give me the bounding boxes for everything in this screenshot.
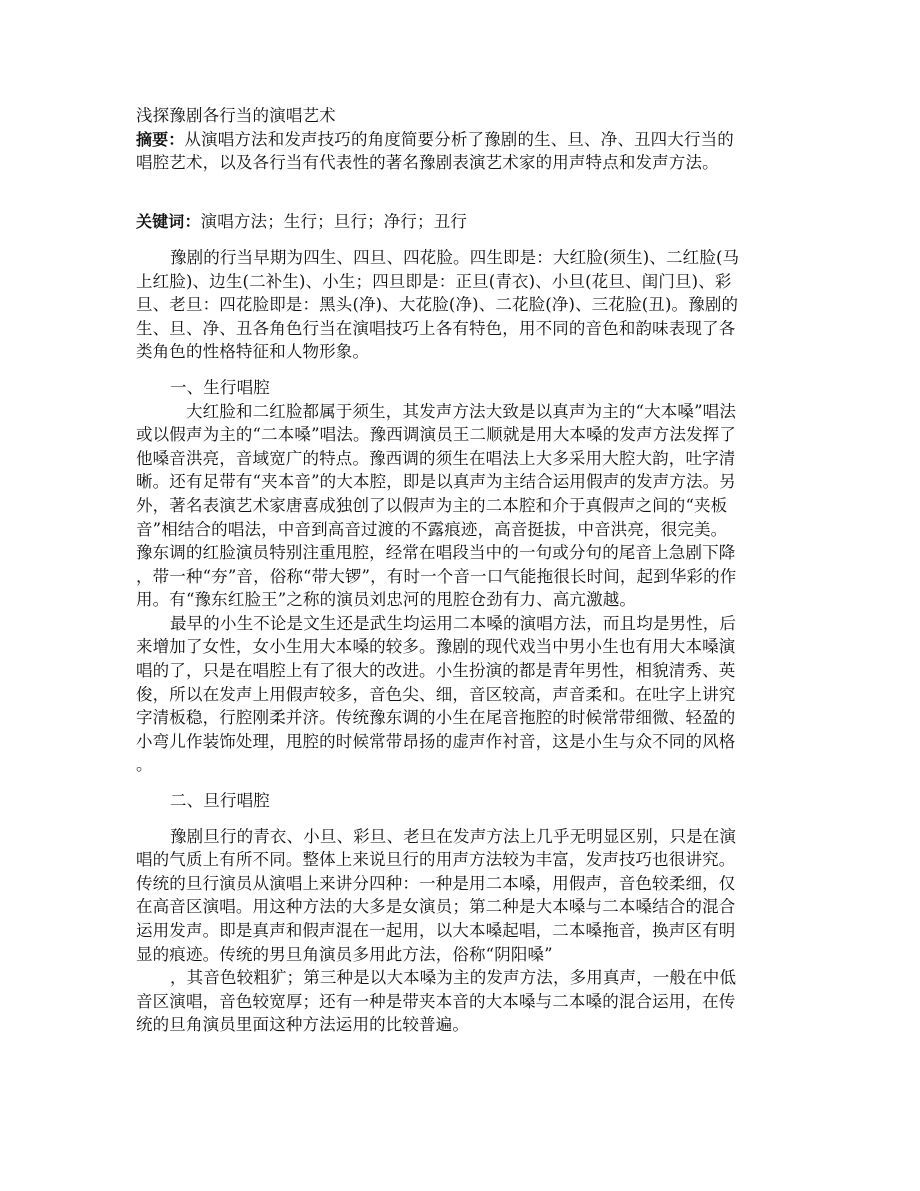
- paragraph-line: 字清板稳，行腔刚柔并济。传统豫东调的小生在尾音拖腔的时候常带细微、轻盈的: [136, 708, 736, 728]
- paragraph-line: 唱的气质上有所不同。整体上来说旦行的用声方法较为丰富，发声技巧也很讲究。: [136, 850, 736, 870]
- keywords-line: [136, 210, 784, 234]
- paragraph-line: 。: [136, 755, 153, 775]
- paragraph-line: ，其音色较粗犷；第三种是以大本嗓为主的发声方法，多用真声，一般在中低: [170, 968, 737, 988]
- abstract-text-1: 从演唱方法和发声技巧的角度简要分析了豫剧的生、旦、净、丑四大行当的: [184, 129, 734, 149]
- paragraph-line: 豫剧旦行的青衣、小旦、彩旦、老旦在发声方法上几乎无明显区别，只是在演: [170, 826, 737, 846]
- paragraph-line: 类角色的性格特征和人物形象。: [136, 342, 370, 362]
- paragraph-line: 生、旦、净、丑各角色行当在演唱技巧上各有特色，用不同的音色和韵味表现了各: [136, 318, 736, 338]
- paragraph-line: 统的旦角演员里面这种方法运用的比较普遍。: [136, 1015, 469, 1035]
- document-page: [136, 104, 784, 1037]
- paragraph-line: 豫剧的行当早期为四生、四旦、四花脸。四生即是：大红脸(须生)、二红脸(马: [170, 247, 740, 267]
- paragraph-line: 音”相结合的唱法，中音到高音过渡的不露痕迹，高音挺拔，中音洪亮，很完美。: [136, 519, 728, 539]
- abstract-line-1: [136, 128, 784, 152]
- paragraph-line: 唱的了，只是在唱腔上有了很大的改进。小生扮演的都是青年男性，相貌清秀、英: [136, 661, 736, 681]
- paragraph-line: 传统的旦行演员从演唱上来讲分四种：一种是用二本嗓，用假声，音色较柔细，仅: [136, 873, 736, 893]
- paragraph-line: 他嗓音洪亮，音域宽广的特点。豫西调的须生在唱法上大多采用大腔大韵，吐字清: [136, 448, 736, 468]
- paragraph-line: 大红脸和二红脸都属于须生，其发声方法大致是以真声为主的“大本嗓”唱法: [186, 401, 736, 421]
- paragraph-line: 上红脸)、边生(二补生)、小生；四旦即是：正旦(青衣)、小旦(花旦、闺门旦)、彩: [136, 271, 732, 291]
- keywords-text: 演唱方法；生行；旦行；净行；丑行: [200, 212, 468, 232]
- paragraph-line: 显的痕迹。传统的男旦角演员多用此方法，俗称“阴阳嗓”: [136, 944, 553, 964]
- section-heading-dan: 二、旦行唱腔: [170, 791, 270, 811]
- paragraph-line: 小弯儿作装饰处理，甩腔的时候常带昂扬的虚声作衬音，这是小生与众不同的风格: [136, 731, 736, 751]
- paragraph-line: 最早的小生不论是文生还是武生均运用二本嗓的演唱方法，而且均是男性，后: [170, 613, 737, 633]
- paragraph-line: 运用发声。即是真声和假声混在一起用，以大本嗓起唱，二本嗓拖音，换声区有明: [136, 921, 736, 940]
- abstract-line-2: 唱腔艺术，以及各行当有代表性的著名豫剧表演艺术家的用声特点和发声方法。: [136, 153, 719, 173]
- paragraph-line: 旦、老旦：四花脸即是：黑头(净)、大花脸(净)、二花脸(净)、三花脸(丑)。豫剧的: [136, 295, 739, 315]
- paragraph-line: 音区演唱，音色较宽厚；还有一种是带夹本音的大本嗓与二本嗓的混合运用，在传: [136, 991, 736, 1011]
- paragraph-line: 来增加了女性，女小生用大本嗓的较多。豫剧的现代戏当中男小生也有用大本嗓演: [136, 637, 736, 657]
- paragraph-line: ，带一种“夯”音，俗称“带大锣”，有时一个音一口气能拖很长时间，起到华彩的作: [136, 566, 737, 586]
- document-title: 浅探豫剧各行当的演唱艺术: [136, 106, 336, 125]
- keywords-label: 关键词：: [136, 212, 201, 232]
- section-heading-sheng: 一、生行唱腔: [170, 377, 270, 397]
- paragraph-line: 豫东调的红脸演员特别注重甩腔，经常在唱段当中的一句或分句的尾音上急剧下降: [136, 543, 736, 563]
- paragraph-line: 外，著名表演艺术家唐喜成独创了以假声为主的二本腔和介于真假声之间的“夹板: [136, 495, 728, 515]
- paragraph-line: 用。有“豫东红脸王”之称的演员刘忠河的甩腔仓劲有力、高亢激越。: [136, 590, 637, 610]
- paragraph-line: 在高音区演唱。用这种方法的大多是女演员；第二种是大本嗓与二本嗓结合的混合: [136, 897, 736, 917]
- abstract-label: 摘要：: [136, 129, 185, 149]
- paragraph-line: 晰。还有足带有“夹本音”的大本腔，即是以真声为主结合运用假声的发声方法。另: [136, 472, 736, 492]
- paragraph-line: 或以假声为主的“二本嗓”唱法。豫西调演员王二顺就是用大本嗓的发声方法发挥了: [136, 425, 736, 445]
- paragraph-line: 俊，所以在发声上用假声较多，音色尖、细，音区较高，声音柔和。在吐字上讲究: [136, 684, 736, 704]
